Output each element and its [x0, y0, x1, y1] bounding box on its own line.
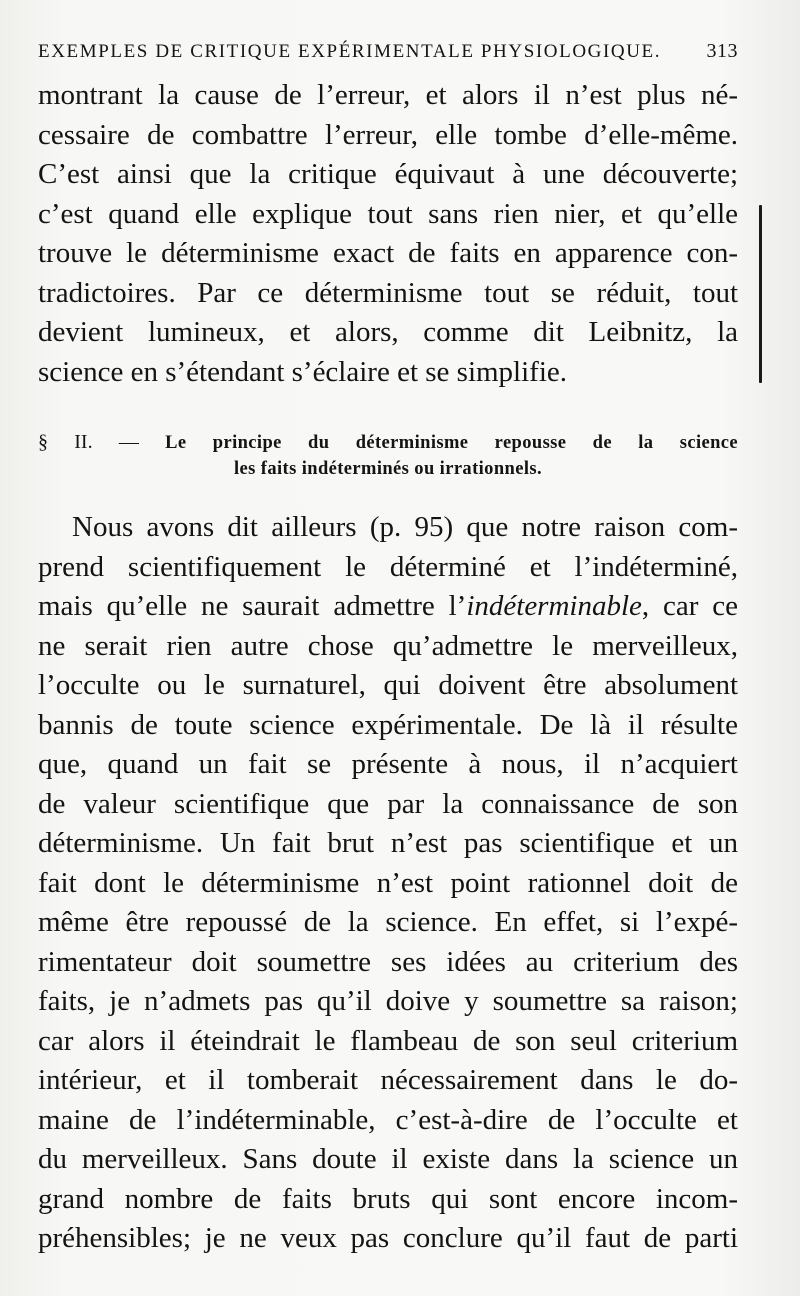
- section-title-part-2: les faits indéterminés ou irrationnels.: [234, 459, 542, 479]
- section-mark: § II. —: [38, 431, 139, 453]
- text-line: fait dont le déterminisme n’est point rationnel doit de: [38, 866, 738, 899]
- text-line: C’est ainsi que la critique équivaut à une découverte;: [38, 158, 738, 190]
- text-line: maine de l’indéterminable, c’est-à-dire de l’occulte et: [38, 1103, 738, 1136]
- text-line: trouve le déterminisme exact de faits en apparence con-: [38, 237, 738, 269]
- running-title: EXEMPLES DE CRITIQUE EXPÉRIMENTALE PHYSIOLOGIQUE.: [38, 41, 662, 62]
- text-line: ne serait rien autre chose qu’admettre le merveilleux,: [38, 629, 738, 662]
- text-line: cessaire de combattre l’erreur, elle tombe d’elle-même.: [38, 118, 738, 151]
- text-line: car alors il éteindrait le flambeau de son seul criterium: [38, 1024, 738, 1057]
- text-line: montrant la cause de l’erreur, et alors il n’est plus né-: [38, 79, 738, 111]
- text-line: science en s’étendant s’éclaire et se simplifie.: [38, 355, 568, 388]
- text-line: du merveilleux. Sans doute il existe dans la science un: [38, 1143, 738, 1175]
- margin-mark: [759, 205, 762, 383]
- page-number: 313: [706, 40, 738, 62]
- section-heading-line-1: [38, 429, 738, 456]
- emphasized-term: indéterminable: [466, 590, 642, 622]
- section-title-part-1: Le principe du déterminisme repousse de la science: [165, 433, 739, 453]
- section-heading: [38, 429, 738, 483]
- text-line: préhensibles; je ne veux pas conclure qu’il faut de parti: [38, 1222, 738, 1254]
- running-header: [38, 40, 738, 63]
- text-line: faits, je n’admets pas qu’il doive y soumettre sa raison;: [38, 985, 738, 1017]
- text-line: que, quand un fait se présente à nous, il n’acquiert: [38, 748, 738, 780]
- text-line: même être repoussé de la science. En effet, si l’expé-: [38, 906, 738, 938]
- text-line-with-emphasis: [38, 587, 738, 627]
- text-line: c’est quand elle explique tout sans rien nier, et qu’elle: [38, 197, 738, 230]
- text-line: grand nombre de faits bruts qui sont encore incom-: [38, 1182, 738, 1215]
- text-line: intérieur, et il tomberait nécessairement dans le do-: [38, 1064, 738, 1096]
- text-line: tradictoires. Par ce déterminisme tout se réduit, tout: [38, 276, 738, 309]
- text-line: Nous avons dit ailleurs (p. 95) que notre raison com-: [72, 511, 738, 543]
- text-line: l’occulte ou le surnaturel, qui doivent être absolument: [38, 669, 738, 701]
- text-line: déterminisme. Un fait brut n’est pas scientifique et un: [38, 827, 738, 859]
- text-fragment: , car ce: [641, 590, 738, 622]
- text-line: prend scientifiquement le déterminé et l’indéterminé,: [38, 550, 738, 583]
- text-line: de valeur scientifique que par la connaissance de son: [38, 787, 738, 820]
- text-line: rimentateur doit soumettre ses idées au criterium des: [38, 945, 738, 978]
- text-fragment: mais qu’elle ne saurait admettre l’: [38, 590, 467, 622]
- text-line: devient lumineux, et alors, comme dit Leibnitz, la: [38, 316, 738, 348]
- text-line: bannis de toute science expérimentale. De là il résulte: [38, 708, 738, 741]
- paragraph-1: [38, 76, 738, 392]
- paragraph-2: [38, 508, 738, 1259]
